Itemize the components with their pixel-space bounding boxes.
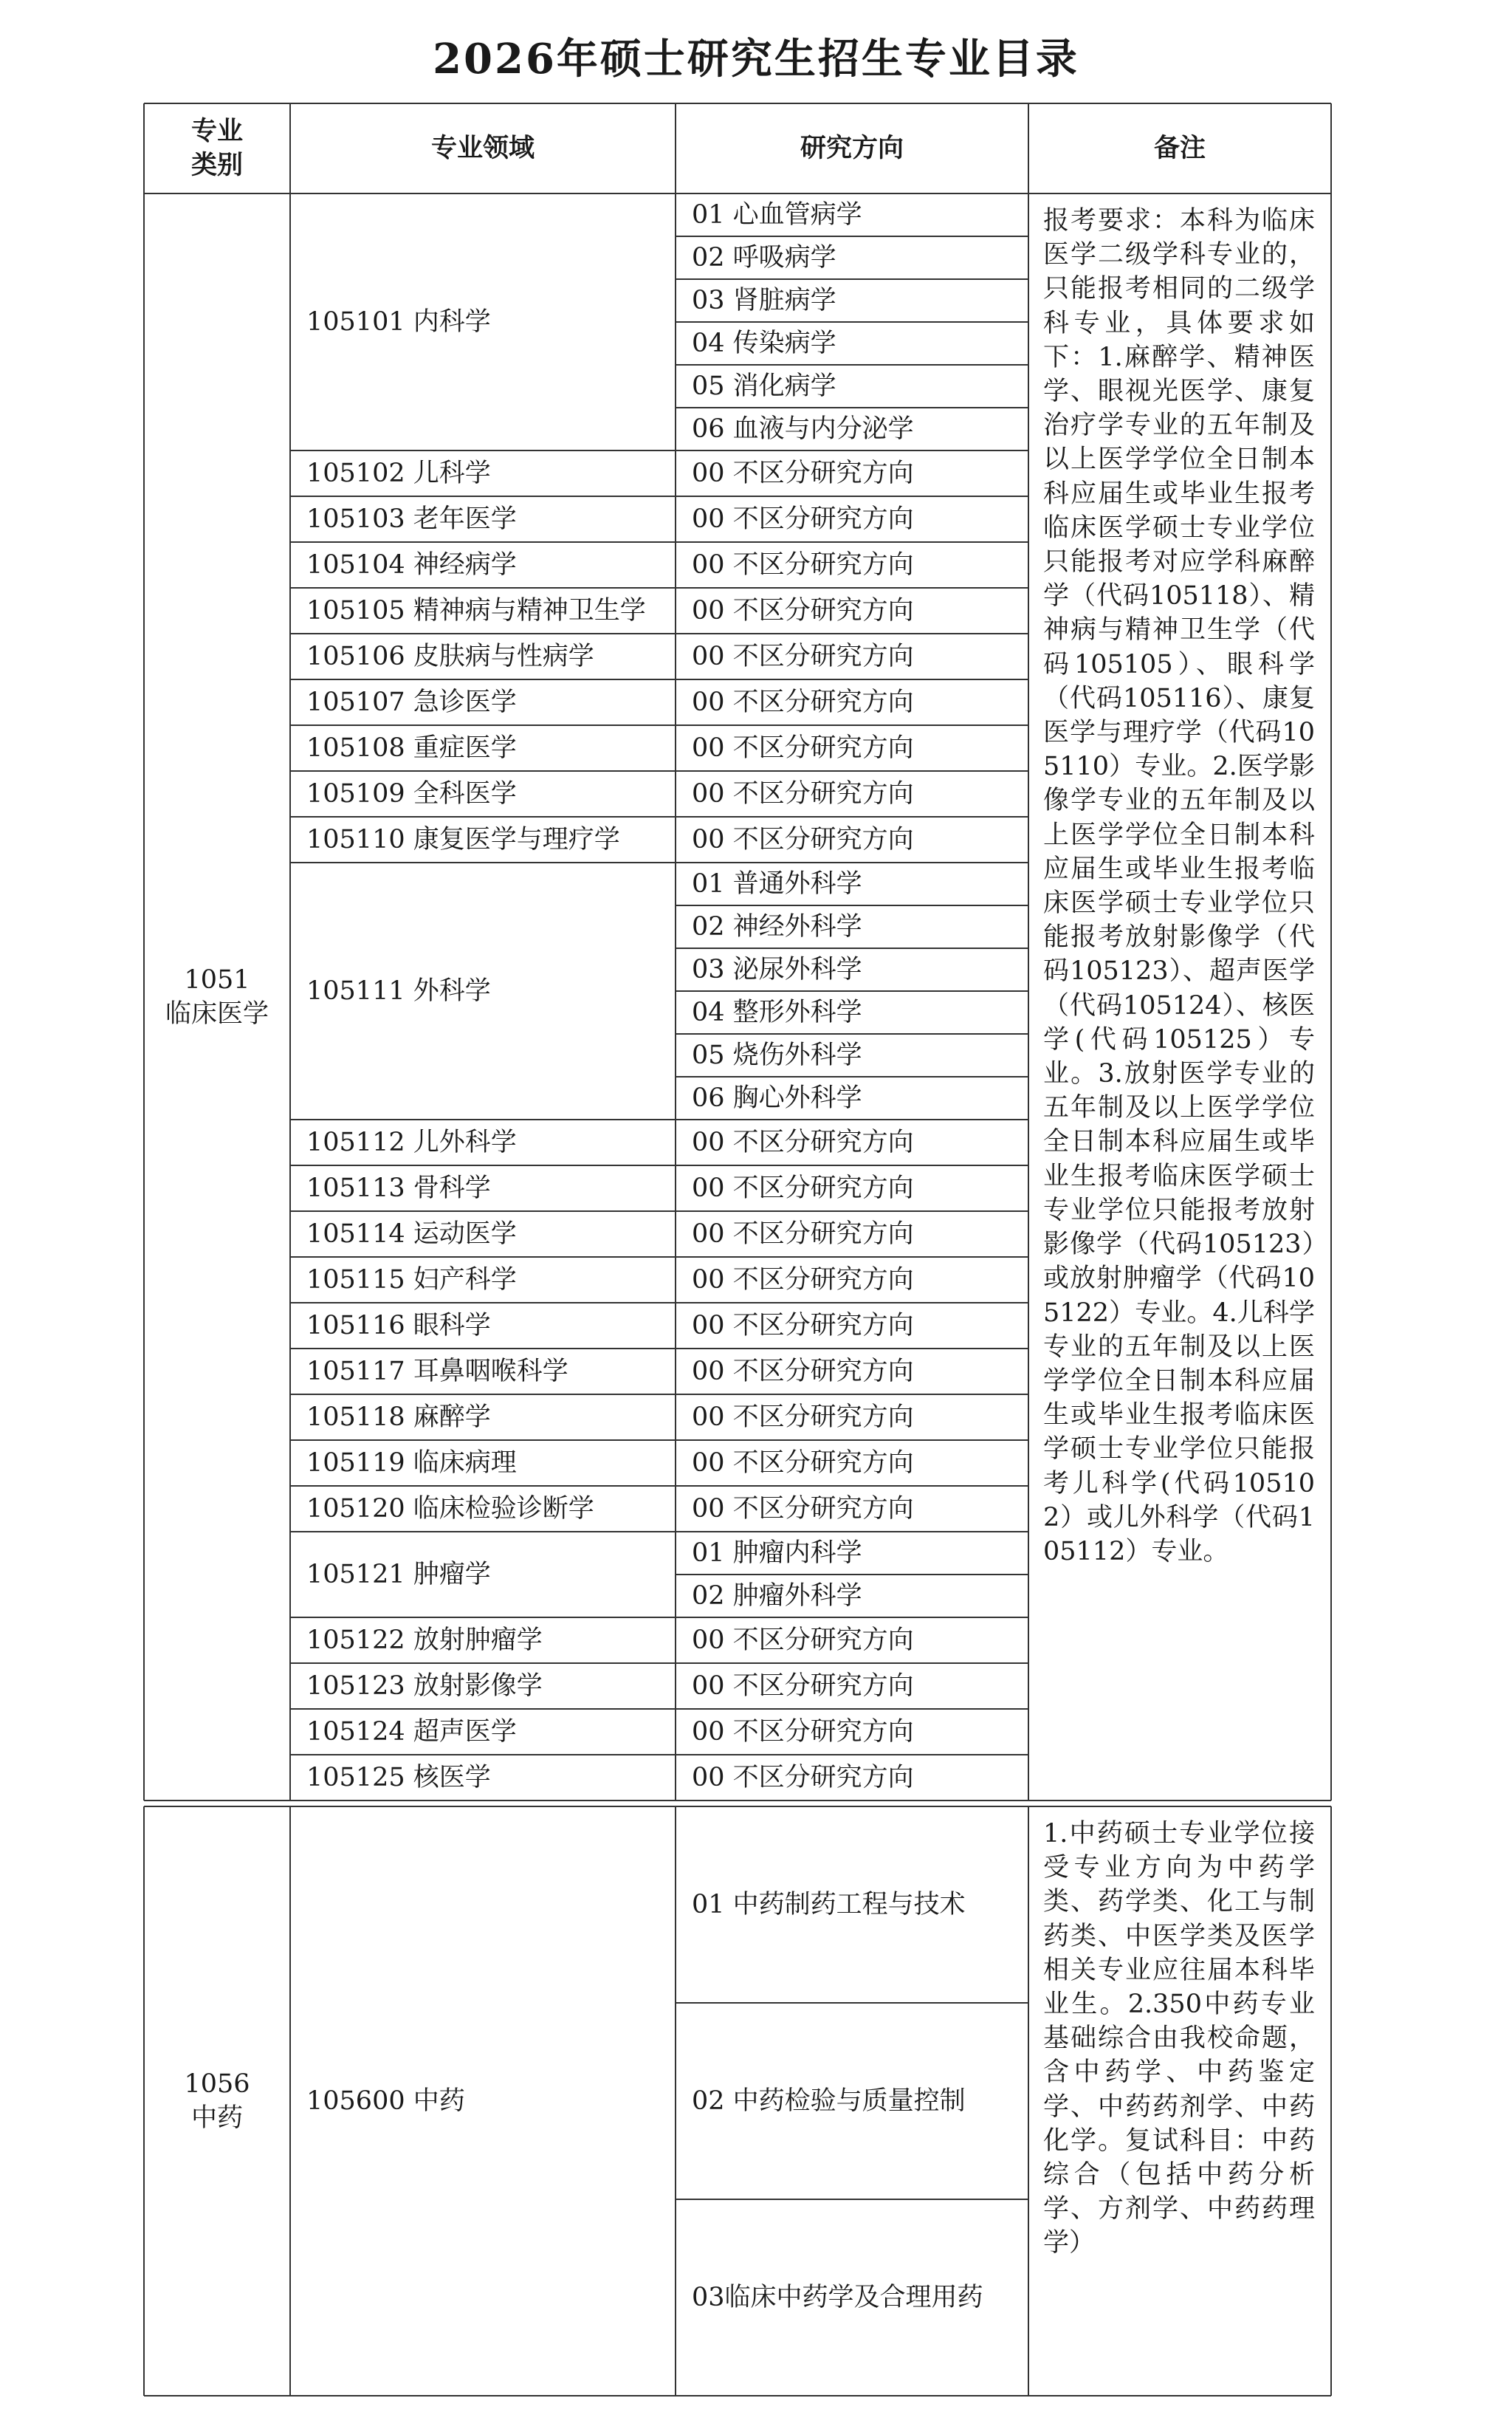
category-cell [144,1806,290,2396]
research-direction: 00 不区分研究方向 [692,1357,914,1386]
professional-field: 105115 妇产科学 [306,1265,517,1295]
column-divider [143,1806,145,2396]
header-field: 专业领域 [430,133,535,163]
research-direction: 00 不区分研究方向 [692,459,914,488]
research-direction: 06 血液与内分泌学 [692,414,914,444]
professional-field: 105108 重症医学 [306,733,517,763]
research-direction: 02 神经外科学 [692,912,862,942]
row-divider [144,193,1331,194]
column-divider [1330,193,1332,1801]
professional-field: 105111 外科学 [306,976,491,1006]
category-name: 中药 [190,2103,243,2133]
research-direction: 01 中药制药工程与技术 [692,1890,966,1919]
research-direction: 00 不区分研究方向 [692,779,914,809]
professional-field: 105119 临床病理 [306,1448,517,1478]
professional-field: 105102 儿科学 [306,459,491,488]
row-divider [144,103,1331,104]
professional-field: 105120 临床检验诊断学 [306,1494,594,1524]
column-divider [1028,103,1029,193]
row-divider [144,2395,1331,2396]
professional-field: 105104 神经病学 [306,550,517,580]
column-divider [289,1806,291,2396]
research-direction: 04 传染病学 [692,329,836,358]
header-note: 备注 [1153,133,1206,163]
category-code: 1056 [184,2069,250,2099]
research-direction: 03临床中药学及合理用药 [692,2283,983,2312]
header-category [144,103,290,193]
research-direction: 00 不区分研究方向 [692,688,914,717]
professional-field: 105114 运动医学 [306,1219,517,1249]
column-divider [1028,193,1029,1801]
research-direction: 05 消化病学 [692,371,836,401]
professional-field: 105116 眼科学 [306,1311,491,1340]
column-divider [143,103,145,193]
header-category-line: 类别 [190,150,243,180]
research-direction: 00 不区分研究方向 [692,1174,914,1203]
research-direction: 00 不区分研究方向 [692,642,914,671]
note-cell: 报考要求：本科为临床医学二级学科专业的，只能报考相同的二级学科专业，具体要求如下：1.麻醉学、精神医学、眼视光医学、康复治疗学专业的五年制及以上医学学位全日制本科应届生或毕业生报考临床医学硕士专业学位只能报考对应学科麻醉学（代码105118）、精神病与精神卫生学（代码105105）、眼科学（代码105116）、康复医学与理疗学（代码105110）专业。2.医学影像学专业的五年制及以上医学学位全日制本科应届生或毕业生报考临床医学硕士专业学位只能报考放射影像学（代码105123）、超声医学（代码105124）、核医学(代码105125）专业。3.放射医学专业的五年制及以上医学学位全日制本科应届生或毕业生报考临床医学硕士专业学位只能报考放射影像学（代码105123）或放射肿瘤学（代码105122）专业。4.儿科学专业的五年制及以上医学学位全日制本科应届生或毕业生报考临床医学硕士专业学位只能报考儿科学(代码105102）或儿外科学（代码105112）专业。 [1043,206,1315,1566]
row-divider [144,1806,1331,1807]
research-direction: 00 不区分研究方向 [692,1671,914,1701]
research-direction: 03 肾脏病学 [692,286,836,315]
column-divider [1330,103,1332,193]
column-divider [675,1806,676,2396]
research-direction: 01 肿瘤内科学 [692,1538,862,1568]
research-direction: 00 不区分研究方向 [692,1128,914,1157]
column-divider [289,193,291,1801]
professional-field: 105113 骨科学 [306,1174,491,1203]
research-direction: 02 呼吸病学 [692,243,836,273]
research-direction: 00 不区分研究方向 [692,1494,914,1524]
research-direction: 02 中药检验与质量控制 [692,2086,966,2116]
research-direction: 00 不区分研究方向 [692,1763,914,1792]
research-direction: 00 不区分研究方向 [692,733,914,763]
column-divider [1330,1806,1332,2396]
research-direction: 00 不区分研究方向 [692,1311,914,1340]
professional-field: 105122 放射肿瘤学 [306,1625,543,1655]
research-direction: 00 不区分研究方向 [692,1265,914,1295]
header-category-line: 专业 [190,116,243,146]
professional-field: 105123 放射影像学 [306,1671,543,1701]
research-direction: 05 烧伤外科学 [692,1041,862,1070]
professional-field: 105101 内科学 [306,307,491,337]
professional-field: 105107 急诊医学 [306,688,517,717]
research-direction: 00 不区分研究方向 [692,596,914,626]
professional-field: 105121 肿瘤学 [306,1560,491,1589]
research-direction: 00 不区分研究方向 [692,1219,914,1249]
research-direction: 00 不区分研究方向 [692,825,914,854]
professional-field: 105117 耳鼻咽喉科学 [306,1357,568,1386]
professional-field: 105600 中药 [306,2086,465,2116]
research-direction: 02 肿瘤外科学 [692,1581,862,1611]
research-direction: 00 不区分研究方向 [692,1717,914,1747]
research-direction: 00 不区分研究方向 [692,550,914,580]
column-divider [1028,1806,1029,2396]
column-divider [675,193,676,1801]
professional-field: 105112 儿外科学 [306,1128,517,1157]
category-cell [144,193,290,1801]
professional-field: 105105 精神病与精神卫生学 [306,596,646,626]
professional-field: 105109 全科医学 [306,779,517,809]
research-direction: 01 普通外科学 [692,869,862,899]
column-divider [289,103,291,193]
column-divider [675,103,676,193]
research-direction: 03 泌尿外科学 [692,955,862,984]
category-name: 临床医学 [165,999,269,1029]
row-divider [144,1800,1331,1801]
page-title: 2026年硕士研究生招生专业目录 [433,35,1079,83]
professional-field: 105124 超声医学 [306,1717,517,1747]
professional-field: 105110 康复医学与理疗学 [306,825,620,854]
professional-field: 105103 老年医学 [306,504,517,534]
research-direction: 00 不区分研究方向 [692,1402,914,1432]
enrollment-catalog-table [144,103,1331,2356]
note-cell: 1.中药硕士专业学位接受专业方向为中药学类、药学类、化工与制药类、中医学类及医学相关专业应往届本科毕业生。2.350中药专业基础综合由我校命题，含中药学、中药鉴定学、中药药剂学、中药化学。复试科目：中药综合（包括中药分析学、方剂学、中药药理学） [1043,1819,1315,2258]
professional-field: 105106 皮肤病与性病学 [306,642,594,671]
professional-field: 105118 麻醉学 [306,1402,491,1432]
research-direction: 01 心血管病学 [692,200,862,230]
category-code: 1051 [184,965,250,995]
research-direction: 00 不区分研究方向 [692,1625,914,1655]
research-direction: 00 不区分研究方向 [692,1448,914,1478]
research-direction: 04 整形外科学 [692,998,862,1027]
research-direction: 06 胸心外科学 [692,1083,862,1113]
header-direction: 研究方向 [800,133,904,163]
column-divider [143,193,145,1801]
research-direction: 00 不区分研究方向 [692,504,914,534]
professional-field: 105125 核医学 [306,1763,491,1792]
